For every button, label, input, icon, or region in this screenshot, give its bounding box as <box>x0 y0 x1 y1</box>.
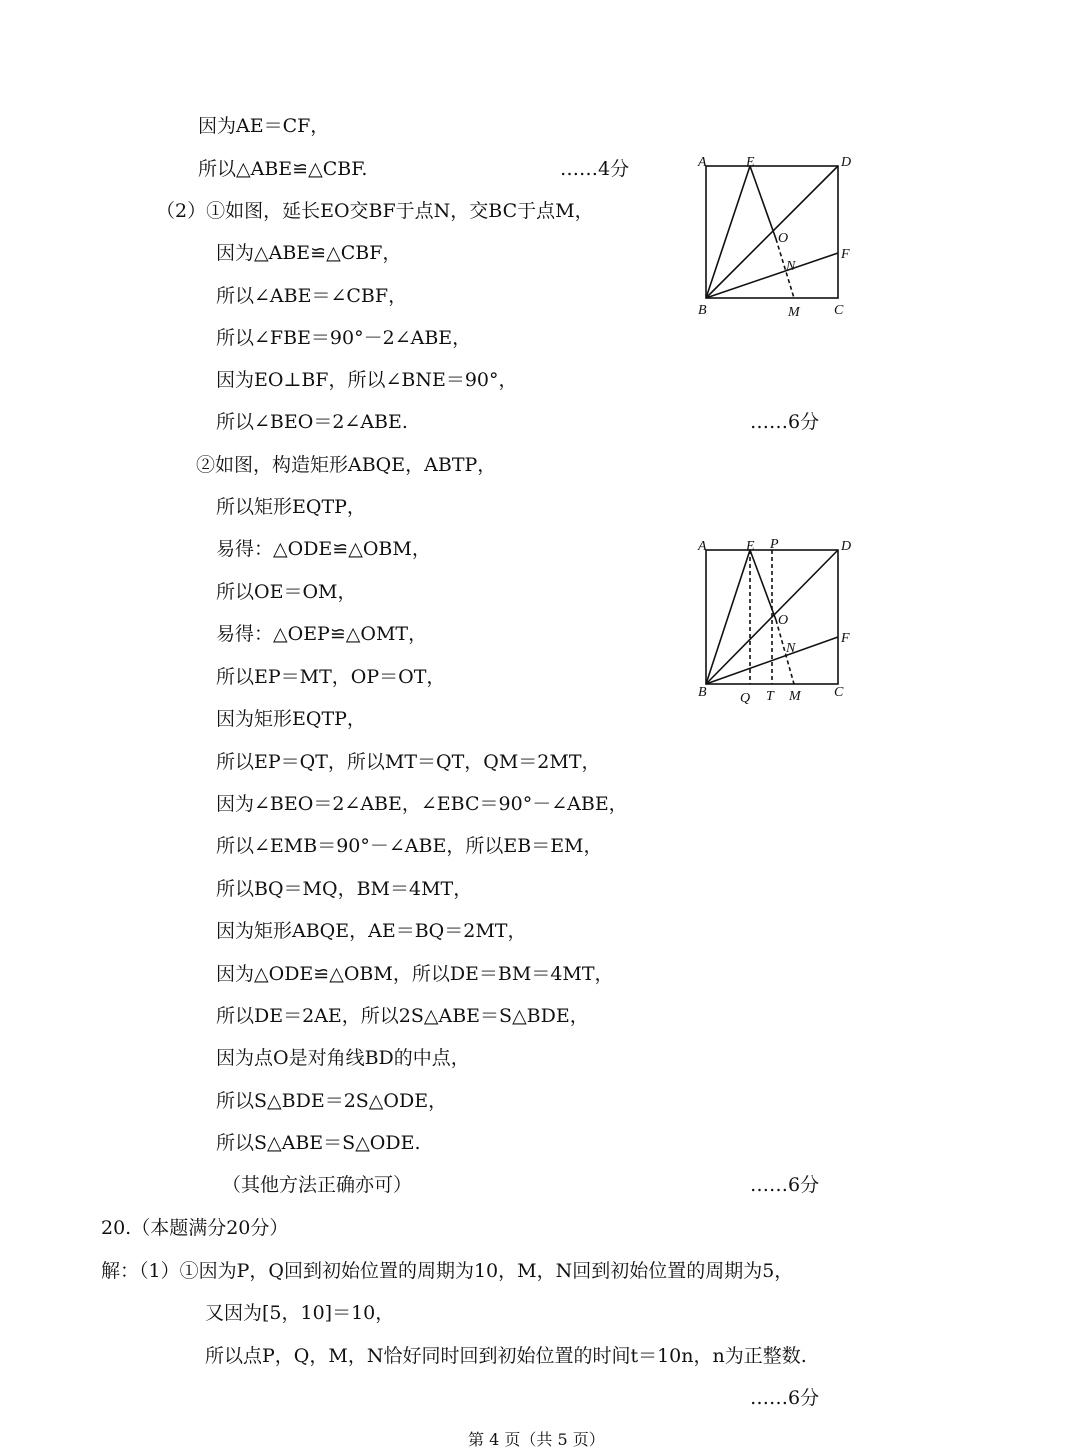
text-line: 所以∠EMB＝90°－∠ABE，所以EB＝EM， <box>216 835 603 857</box>
text-line: 所以S△ABE＝S△ODE. <box>216 1132 421 1154</box>
score-marker: ……6分 <box>750 1387 820 1409</box>
label-n: N <box>786 641 796 656</box>
text-line: 又因为[5，10]＝10， <box>205 1302 395 1324</box>
geometry-figure-2 <box>692 532 862 708</box>
geometry-figure-1 <box>692 150 862 322</box>
text-line: 因为点O是对角线BD的中点， <box>216 1047 470 1069</box>
text-line: 因为△ABE≌△CBF， <box>216 242 402 264</box>
label-d: D <box>841 155 852 170</box>
label-p: P <box>770 537 779 552</box>
label-c: C <box>834 303 844 318</box>
text-line: 因为矩形EQTP， <box>216 708 366 730</box>
label-a: A <box>698 155 707 170</box>
label-f: F <box>841 631 850 646</box>
text-line: （2）①如图，延长EO交BF于点N，交BC于点M， <box>156 200 594 222</box>
text-line: 因为矩形ABQE，AE＝BQ＝2MT， <box>216 920 527 942</box>
text-line: 所以EP＝MT，OP＝OT， <box>216 666 446 688</box>
text-line: 所以点P，Q，M，N恰好同时回到初始位置的时间t＝10n，n为正整数. <box>205 1345 807 1367</box>
text-line: 所以OE＝OM， <box>216 581 357 603</box>
score-marker: ……4分 <box>560 158 630 180</box>
text-line: 20.（本题满分20分） <box>101 1217 289 1239</box>
segment-be <box>706 166 750 298</box>
segment-be <box>706 550 750 684</box>
label-d: D <box>841 539 852 554</box>
text-line: 因为△ODE≌△OBM，所以DE＝BM＝4MT， <box>216 963 614 985</box>
text-line: 所以BQ＝MQ，BM＝4MT， <box>216 878 473 900</box>
text-line: 所以∠BEO＝2∠ABE. <box>216 411 408 433</box>
label-m: M <box>788 305 800 320</box>
label-n: N <box>786 259 796 274</box>
label-m: M <box>789 689 801 704</box>
page-footer: 第 4 页（共 5 页） <box>468 1430 605 1449</box>
label-o: O <box>778 231 789 246</box>
text-line: 因为AE＝CF， <box>198 115 330 137</box>
text-line: 所以DE＝2AE，所以2S△ABE＝S△BDE， <box>216 1005 589 1027</box>
text-line: 因为∠BEO＝2∠ABE，∠EBC＝90°－∠ABE， <box>216 793 628 815</box>
label-b: B <box>698 685 707 700</box>
label-b: B <box>698 303 707 318</box>
text-line: 所以EP＝QT，所以MT＝QT，QM＝2MT， <box>216 751 601 773</box>
score-marker: ……6分 <box>750 411 820 433</box>
text-line: 所以△ABE≌△CBF. <box>198 158 368 180</box>
score-marker: ……6分 <box>750 1174 820 1196</box>
label-q: Q <box>740 691 751 706</box>
text-line: 所以∠ABE＝∠CBF， <box>216 285 408 307</box>
segment-eo <box>750 166 776 239</box>
text-line: 易得：△ODE≌△OBM， <box>216 538 431 560</box>
text-line: 易得：△OEP≌△OMT， <box>216 623 428 645</box>
label-a: A <box>698 539 707 554</box>
diagonal-bd <box>706 166 838 298</box>
label-f: F <box>841 247 850 262</box>
text-line: ②如图，构造矩形ABQE，ABTP， <box>196 454 497 476</box>
text-line: 所以S△BDE＝2S△ODE， <box>216 1090 448 1112</box>
label-t: T <box>766 689 774 704</box>
segment-bf <box>706 253 838 298</box>
label-e: E <box>746 539 755 554</box>
text-line: （其他方法正确亦可） <box>222 1174 413 1196</box>
text-line: 所以矩形EQTP， <box>216 496 366 518</box>
label-c: C <box>834 685 844 700</box>
label-o: O <box>778 613 789 628</box>
text-line: 所以∠FBE＝90°－2∠ABE， <box>216 327 472 349</box>
label-e: E <box>746 155 755 170</box>
text-line: 解：（1）①因为P，Q回到初始位置的周期为10，M，N回到初始位置的周期为5， <box>101 1260 794 1282</box>
text-line: 因为EO⊥BF，所以∠BNE＝90°， <box>216 369 518 391</box>
